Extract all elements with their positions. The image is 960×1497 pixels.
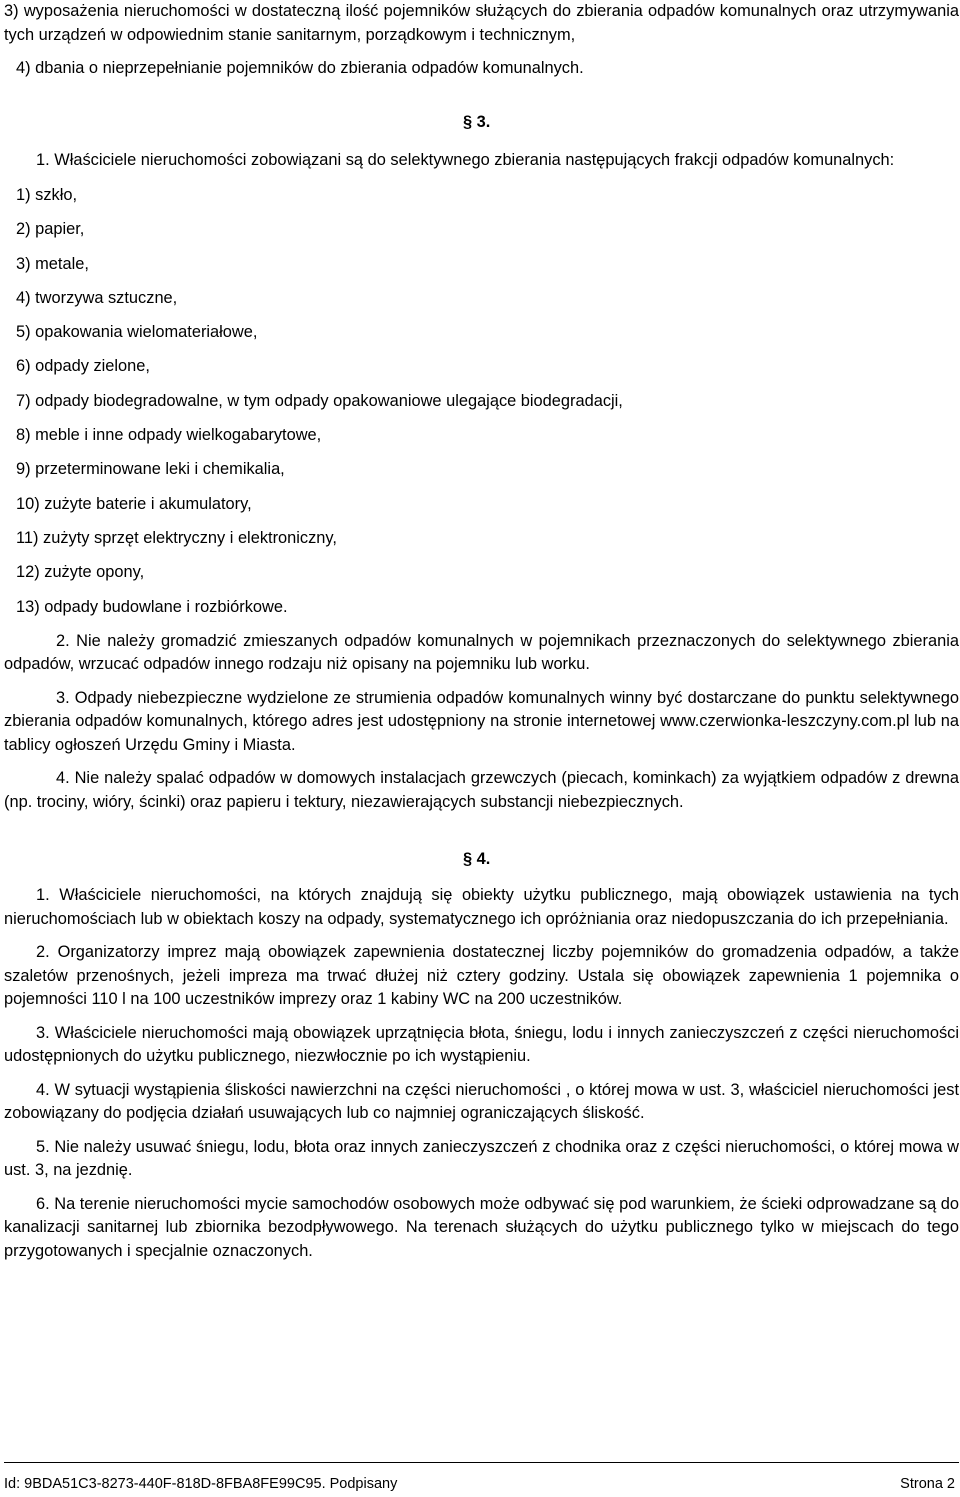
section-3-heading: § 3. [463, 112, 491, 131]
section-3-paragraph-4: 4. Nie należy spalać odpadów w domowych instalacjach grzewczych (piecach, kominkach) za wyjątkiem odpadów z drewna (np. trociny, wióry, ścinki) oraz papieru i tektury, niezawierających substancji niebezpiecznych. [4, 769, 959, 811]
fraction-item: 5) opakowania wielomateriałowe, [16, 323, 258, 342]
document-id: Id: 9BDA51C3-8273-440F-818D-8FBA8FE99C95. Podpisany [4, 1476, 398, 1492]
page-number: Strona 2 [900, 1476, 955, 1492]
fraction-item: 10) zużyte baterie i akumulatory, [16, 494, 252, 513]
fraction-item: 3) metale, [16, 254, 89, 273]
fraction-item: 11) zużyty sprzęt elektryczny i elektroniczny, [16, 528, 337, 547]
section-4-heading-row [4, 848, 959, 872]
section-3-heading-row [4, 111, 959, 135]
section-4-paragraph-1: 1. Właściciele nieruchomości, na których znajdują się obiekty użytku publicznego, mają obowiązek ustawienia na tych nieruchomościach lub w obiektach koszy na odpady, systematycznego ich opróżniania oraz niedopuszczania do ich przepełniania. [4, 886, 959, 928]
fraction-item: 8) meble i inne odpady wielkogabarytowe, [16, 426, 322, 445]
page-footer [4, 1462, 959, 1492]
section-4-paragraph-4: 4. W sytuacji wystąpienia śliskości nawierzchni na części nieruchomości , o której mowa w ust. 3, właściciel nieruchomości jest zobowiązany do podjęcia działań usuwających lub co najmniej ograniczających śliskość. [4, 1080, 959, 1123]
fraction-item: 13) odpady budowlane i rozbiórkowe. [16, 597, 288, 616]
document-page [4, 0, 959, 1273]
fractions-list [4, 178, 959, 624]
section-3-paragraph-1 [4, 149, 959, 173]
section-3-paragraph-2: 2. Nie należy gromadzić zmieszanych odpadów komunalnych w pojemnikach przeznaczonych do selektywnego zbierania odpadów, wrzucać odpadów innego rodzaju niż opisany na pojemniku lub worku. [4, 631, 959, 674]
fraction-item: 9) przeterminowane leki i chemikalia, [16, 460, 285, 479]
intro-item-3: 3) wyposażenia nieruchomości w dostateczną ilość pojemników służących do zbierania odpadów komunalnych oraz utrzymywania tych urządzeń w odpowiednim stanie sanitarnym, porządkowym i technicznym, [4, 2, 959, 44]
section-4-paragraph-2: 2. Organizatorzy imprez mają obowiązek zapewnienia dostatecznej liczby pojemników do gromadzenia odpadów, a także szaletów przenośnych, jeżeli impreza ma trwać dłużej niż cztery godziny. Ustala się obowiązek zapewnienia 1 pojemnika o pojemności 110 l na 100 uczestników imprezy oraz 1 kabiny WC na 200 uczestników. [4, 943, 959, 1009]
intro-item-4: 4) dbania o nieprzepełnianie pojemników do zbierania odpadów komunalnych. [16, 59, 584, 77]
section-4-heading: § 4. [463, 850, 491, 869]
fraction-item: 2) papier, [16, 220, 85, 239]
section-4-paragraph-5: 5. Nie należy usuwać śniegu, lodu, błota oraz innych zanieczyszczeń z chodnika oraz z części nieruchomości, o której mowa w ust. 3, na jezdnię. [4, 1137, 959, 1180]
fraction-item: 4) tworzywa sztuczne, [16, 288, 178, 307]
section-3-paragraph-3: 3. Odpady niebezpieczne wydzielone ze strumienia odpadów komunalnych winny być dostarczane do punktu selektywnego zbierania odpadów komunalnych, którego adres jest udostępniony na stronie internetowej www.czerwionka-leszczyny.com.pl lub na tablicy ogłoszeń Urzędu Gminy i Miasta. [4, 688, 959, 754]
fraction-item: 12) zużyte opony, [16, 563, 145, 582]
section-4-paragraph-3: 3. Właściciele nieruchomości mają obowiązek uprzątnięcia błota, śniegu, lodu i innych zanieczyszczeń z części nieruchomości udostępnionych do użytku publicznego, niezwłocznie po ich wystąpieniu. [4, 1023, 959, 1066]
section-3-paragraph-1-text: 1. Właściciele nieruchomości zobowiązani są do selektywnego zbierania następujących frakcji odpadów komunalnych: [36, 150, 895, 169]
fraction-item: 6) odpady zielone, [16, 357, 150, 376]
fraction-item: 1) szkło, [16, 186, 78, 204]
fraction-item: 7) odpady biodegradowalne, w tym odpady opakowaniowe ulegające biodegradacji, [16, 391, 623, 410]
section-4-paragraph-6: 6. Na terenie nieruchomości mycie samochodów osobowych może odbywać się pod warunkiem, że ścieki odprowadzane są do kanalizacji sanitarnej lub zbiornika bezodpływowego. Na terenach służących do użytku publicznego tylko w miejscach do tego przygotowanych i specjalnie oznaczonych. [4, 1194, 959, 1260]
